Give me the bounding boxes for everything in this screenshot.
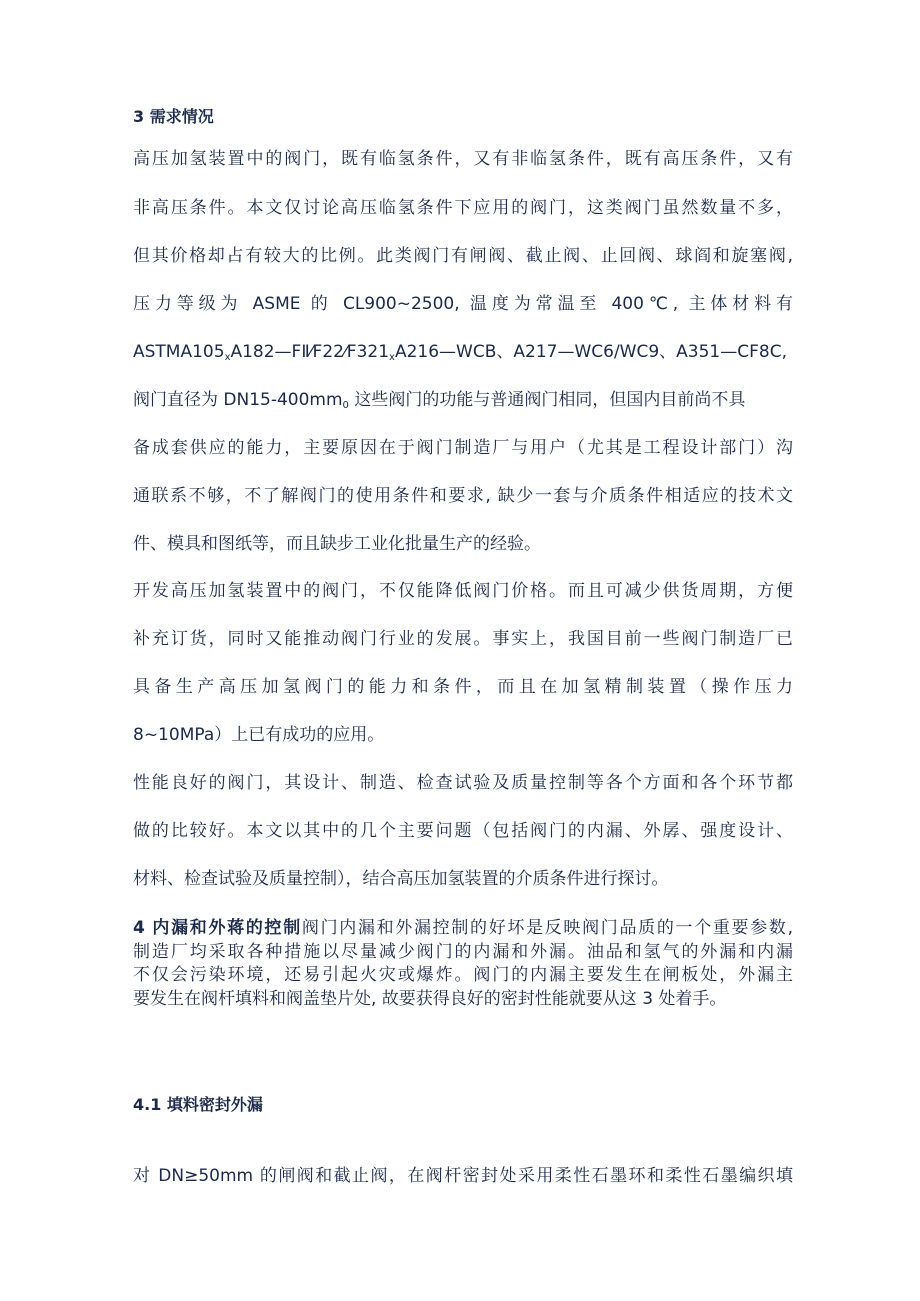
paragraph-line: 通联系不够，不了解阀门的使用条件和要求, 缺少一套与介质条件相适应的技术文 <box>133 486 793 506</box>
paragraph-text: 这些阀门的功能与普通阀门相同，但国内目前尚不具 <box>348 390 746 410</box>
paragraph-line: 高压加氢装置中的阀门，既有临氢条件，又有非临氢条件，既有高压条件，又有 <box>133 149 793 169</box>
material-text: A182—FⅡ⁄F22⁄F321 <box>230 342 390 362</box>
paragraph-line: 要发生在阀杆填料和阀盖垫片处, 故要获得良好的密封性能就要从这 3 处着手。 <box>133 988 727 1009</box>
subscript: x <box>389 352 395 363</box>
subscript: x <box>224 352 231 363</box>
diameter-text: 阀门直径为 DN15-400mm <box>133 390 343 410</box>
paragraph-line: 性能良好的阀门，其设计、制造、检查试验及质量控制等各个方面和各个环节都 <box>133 773 793 793</box>
paragraph-line <box>133 388 793 418</box>
subscript: 0 <box>342 400 349 411</box>
paragraph-line: 材料、检查试验及质量控制），结合高压加氢装置的介质条件进行探讨。 <box>133 869 669 889</box>
section-3-heading: 3 需求情况 <box>133 107 214 126</box>
paragraph-line: 8~10MPa）上已有成功的应用。 <box>133 725 385 745</box>
paragraph-line <box>133 917 793 941</box>
paragraph-line: 对 DN≥50mm 的闸阀和截止阀，在阀杆密封处采用柔性石墨环和柔性石墨编织填 <box>133 1166 793 1186</box>
section-4-paragraph <box>133 917 793 1011</box>
paragraph-line: 制造厂均采取各种措施以尽量减少阀门的内漏和外漏。油品和氢气的外漏和内漏 <box>133 941 793 962</box>
section-4-1-heading: 4.1 填料密封外漏 <box>133 1095 263 1114</box>
material-text: ASTMA105 <box>133 342 225 362</box>
paragraph-line: 但其价格却占有较大的比例。此类阀门有闸阀、截止阀、止回阀、球阎和旋塞阀, <box>133 246 793 266</box>
material-text: A216—WCB、A217—WC6/WC9、A351—CF8C, <box>394 342 787 362</box>
paragraph-line: 备成套供应的能力，主要原因在于阀门制造厂与用户（尤其是工程设计部门）沟 <box>133 438 793 458</box>
paragraph-line <box>133 340 793 370</box>
paragraph-line: 开发高压加氢装置中的阀门，不仅能降低阀门价格。而且可减少供货周期，方便 <box>133 581 793 601</box>
paragraph-line: 不仅会污染环境，还易引起火灾或爆炸。阀门的内漏主要发生在闸板处，外漏主 <box>133 965 793 985</box>
paragraph-line: 压力等级为 ASME 的 CL900~2500, 温度为常温至 400℃, 主体材料有 <box>133 294 793 314</box>
paragraph-line: 具备生产高压加氢阀门的能力和条件，而且在加氢精制装置（操作压力 <box>133 677 793 697</box>
paragraph-line: 非高压条件。本文仅讨论高压临氢条件下应用的阀门，这类阀门虽然数量不多， <box>133 198 793 218</box>
paragraph-line: 做的比较好。本文以其中的几个主要问题（包括阀门的内漏、外孱、强度设计、 <box>133 821 793 841</box>
paragraph-line: 补充订货，同时又能推动阀门行业的发展。事实上，我国目前一些阀门制造厂已 <box>133 629 793 649</box>
section-4-heading: 4 内漏和外蒋的控制 <box>133 918 302 938</box>
paragraph-line: 件、模具和图纸等，而且缺步工业化批量生产的经验。 <box>133 534 541 554</box>
paragraph-text: 阀门内漏和外漏控制的好坏是反映阀门品质的一个重要参数, <box>301 918 794 938</box>
document-page <box>133 0 793 1301</box>
